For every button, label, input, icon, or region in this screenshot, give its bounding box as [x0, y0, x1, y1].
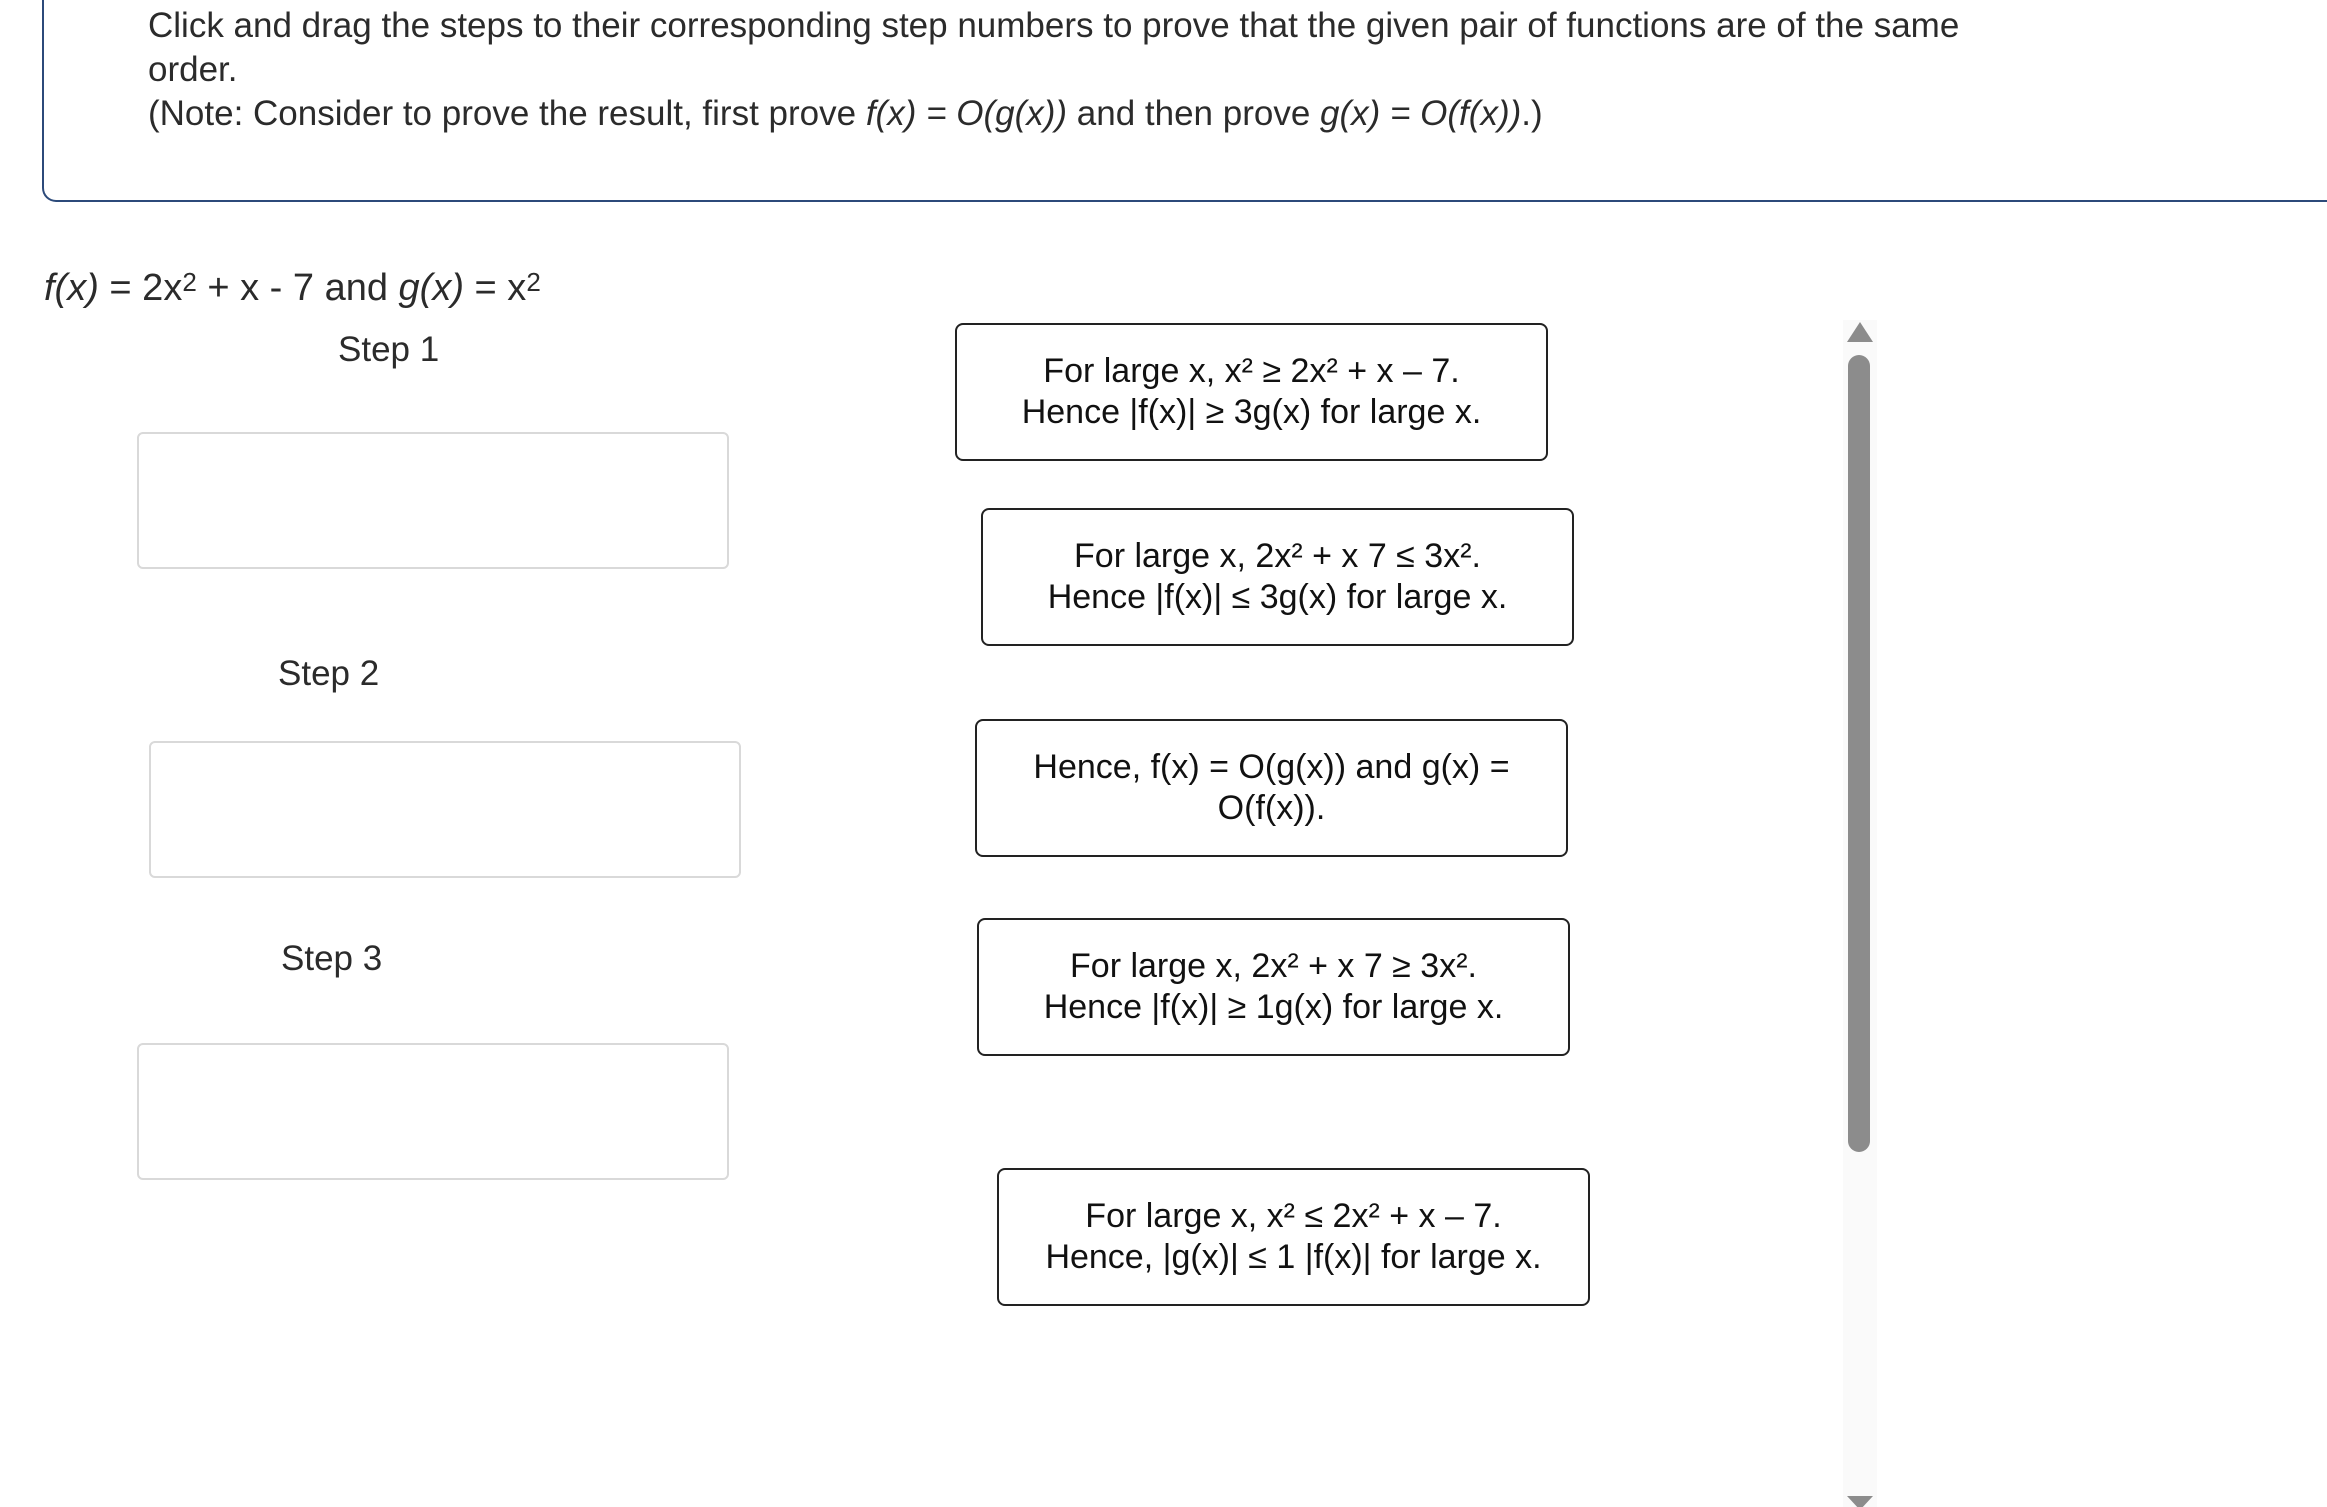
tile-5-line-1: For large x, x² ≤ 2x² + x – 7. [1085, 1197, 1502, 1235]
note-prefix: (Note: Consider to prove the result, first prove [148, 94, 866, 133]
scroll-up-arrow-icon[interactable] [1847, 322, 1873, 342]
draggable-step-tile-4[interactable] [977, 918, 1570, 1056]
f-exponent: 2 [182, 267, 197, 297]
draggable-step-tile-1[interactable] [955, 323, 1548, 461]
tile-1-line-2: Hence |f(x)| ≥ 3g(x) for large x. [1021, 393, 1482, 431]
g-exponent: 2 [526, 267, 541, 297]
tile-5-line-2: Hence, |g(x)| ≤ 1 |f(x)| for large x. [1045, 1238, 1542, 1276]
tile-4-line-2: Hence |f(x)| ≥ 1g(x) for large x. [1043, 988, 1504, 1026]
note-mid: and then prove [1067, 94, 1321, 133]
tile-2-line-1: For large x, 2x² + x 7 ≤ 3x². [1074, 537, 1481, 575]
note-g-big-o: g(x) = O(f(x)) [1320, 94, 1522, 133]
tile-4-line-1: For large x, 2x² + x 7 ≥ 3x². [1070, 947, 1477, 985]
f-name: f(x) [44, 267, 99, 309]
step-1-drop-zone[interactable] [137, 432, 729, 569]
tile-2-line-2: Hence |f(x)| ≤ 3g(x) for large x. [1047, 578, 1508, 616]
f-rhs-b: + x - 7 [196, 267, 315, 309]
g-rhs: = x [464, 267, 527, 309]
step-2-drop-zone[interactable] [149, 741, 741, 878]
step-1-label: Step 1 [338, 330, 440, 369]
instructions-note: (Note: Consider to prove the result, first prove f(x) = O(g(x)) and then prove g(x) = O(f(x)).) [148, 94, 1543, 133]
note-f-big-o: f(x) = O(g(x)) [865, 94, 1068, 133]
scroll-down-arrow-icon[interactable] [1847, 1496, 1873, 1507]
problem-statement [44, 258, 541, 318]
and-word: and [314, 267, 399, 309]
g-name: g(x) [398, 267, 464, 309]
tile-1-line-1: For large x, x² ≥ 2x² + x – 7. [1043, 352, 1460, 390]
instructions-line-2: order. [148, 50, 238, 89]
step-3-label: Step 3 [281, 939, 383, 978]
step-2-label: Step 2 [278, 654, 380, 693]
draggable-step-tile-2[interactable] [981, 508, 1574, 646]
scrollbar-thumb[interactable] [1848, 355, 1870, 1152]
tile-3-line-1: Hence, f(x) = O(g(x)) and g(x) = [1033, 748, 1510, 786]
note-suffix: . [1521, 94, 1531, 133]
instructions-line-1: Click and drag the steps to their corresponding step numbers to prove that the given pair of functions are of the same [148, 6, 1960, 45]
draggable-step-tile-3[interactable] [975, 719, 1568, 857]
step-3-drop-zone[interactable] [137, 1043, 729, 1180]
draggable-step-tile-5[interactable] [997, 1168, 1590, 1306]
f-rhs-a: = 2x [98, 267, 183, 309]
tile-3-line-2: O(f(x)). [1217, 789, 1326, 827]
